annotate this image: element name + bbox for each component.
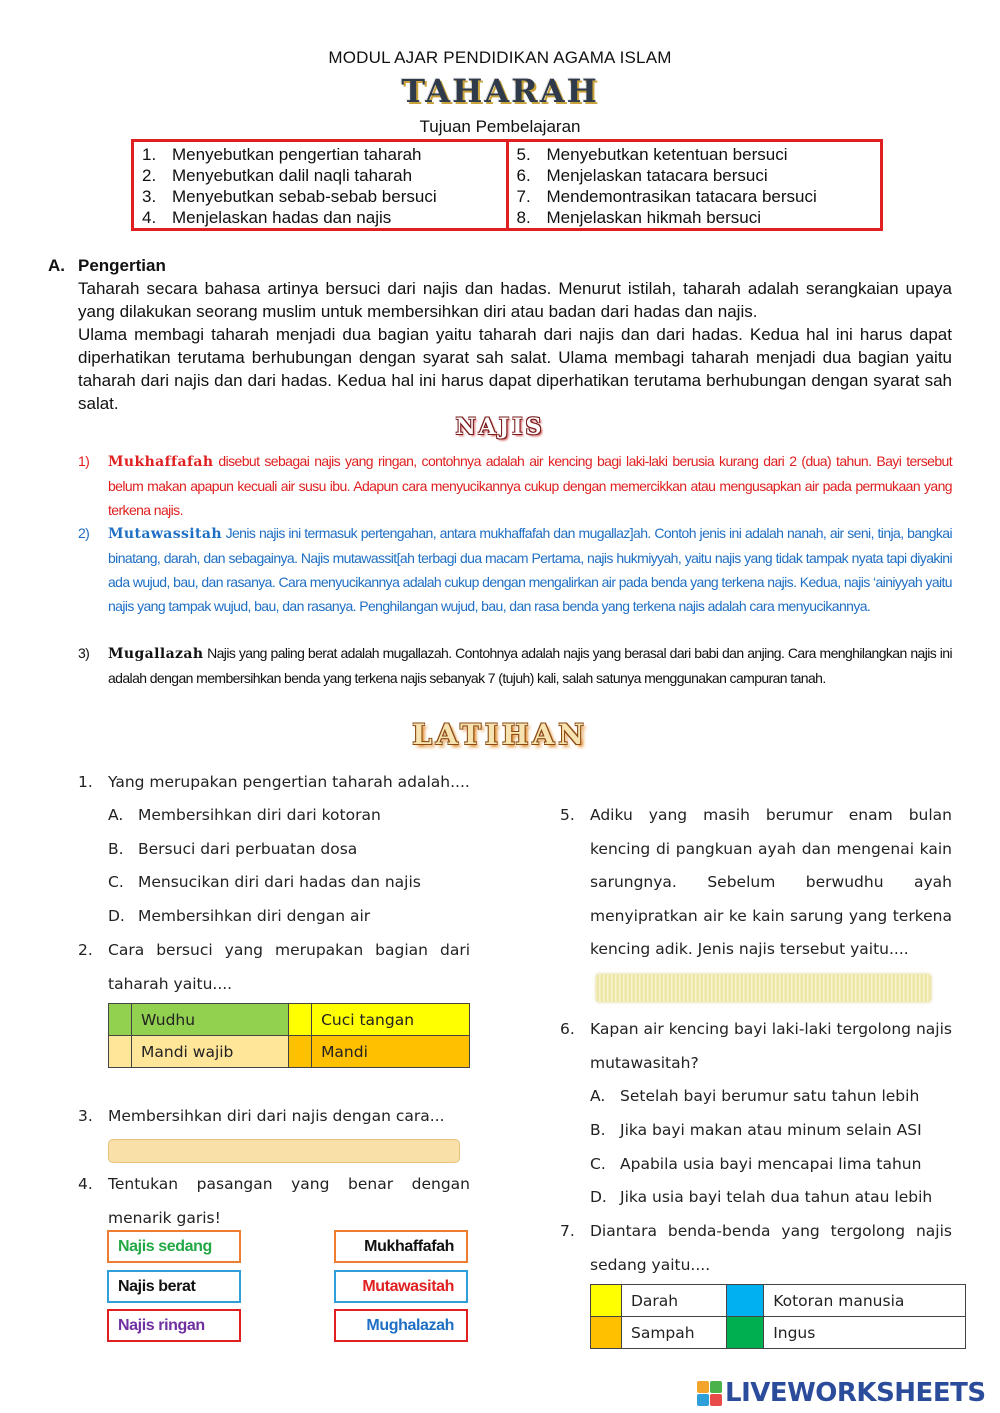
q2-choice-table: [108, 1003, 470, 1068]
q7-choice-ingus[interactable]: Ingus: [764, 1317, 966, 1349]
objective-item: 8. Menjelaskan hikmah bersuci: [516, 208, 761, 227]
objective-item: 2. Menyebutkan dalil naqli taharah: [142, 166, 413, 185]
q2-swatch: [109, 1036, 132, 1068]
question-1: 1. Yang merupakan pengertian taharah adalah....: [78, 773, 470, 791]
q2-choice-wudhu[interactable]: Wudhu: [132, 1004, 289, 1036]
objective-item: 3. Menyebutkan sebab-sebab bersuci: [142, 187, 437, 206]
najis-item-mugallazah: 3) Mugallazah Najis yang paling berat adalah mugallazah. Contohnya adalah najis yang berasal dari babi dan anjing. Cara menghilangkan najis ini adalah dengan membersihkan benda yang terkena najis sebanyak 7 (tujuh) kali, salah satunya menggunakan campuran tanah.: [78, 645, 952, 686]
q7-swatch: [591, 1317, 622, 1349]
question-2: 2. Cara bersuci yang merupakan bagian dari taharah yaitu....: [78, 941, 470, 993]
classification-paragraph: Ulama membagi taharah menjadi dua bagian yaitu taharah dari najis dan dari hadas. Kedua hal ini harus dapat diperhatikan terutama berhubungan dengan syarat sah salat. Ulama membagi taharah menjadi dua bagian yaitu taharah dari najis dan dari hadas. Kedua hal ini harus dapat diperhatikan terutama berhubungan dengan syarat sah salat.: [78, 325, 952, 413]
logo-mark-icon: [697, 1381, 722, 1406]
q1-option-d[interactable]: D. Membersihkan diri dengan air: [108, 907, 371, 925]
q1-option-c[interactable]: C. Mensucikan diri dari hadas dan najis: [108, 873, 421, 891]
q6-option-b[interactable]: B. Jika bayi makan atau minum selain ASI: [590, 1121, 922, 1139]
q2-choice-mandi[interactable]: Mandi: [312, 1036, 470, 1068]
match-left-najis-berat[interactable]: Najis berat: [107, 1270, 241, 1303]
question-6: 6. Kapan air kencing bayi laki-laki tergolong najis mutawasitah?: [560, 1020, 952, 1072]
q7-swatch: [727, 1285, 764, 1317]
q2-choice-mandi-wajib[interactable]: Mandi wajib: [132, 1036, 289, 1068]
objectives-column-right: [506, 142, 881, 228]
objectives-column-left: [134, 142, 506, 228]
q7-choice-table: [590, 1284, 966, 1349]
match-left-najis-sedang[interactable]: Najis sedang: [107, 1230, 241, 1263]
match-right-mukhaffafah[interactable]: Mukhaffafah: [334, 1230, 468, 1263]
question-7: 7. Diantara benda-benda yang tergolong najis sedang yaitu....: [560, 1222, 952, 1274]
najis-item-mutawassitah: 2) Mutawassitah Jenis najis ini termasuk pertengahan, antara mukhaffafah dan mugallaz]ah. Contoh jenis ini adalah nanah, air seni, tinja, bangkai binatang, darah, dan sebagainya. Najis mutawassit[ah terbagi dua macam Pertama, najis hukmiyyah, yaitu najis yang tidak tampak nyata tapi diyakini ada wujud, bau, dan rasanya. Cara menyucikannya adalah cukup dengan mengalirkan air pada benda yang terkena najis. Kedua, najis ‘ainiyyah yaitu najis yang tampak wujud, bau, dan rasanya. Penghilangan wujud, bau, dan rasa benda yang terkena najis adalah cara menyucikannya.: [78, 525, 952, 614]
q2-swatch: [109, 1004, 132, 1036]
objective-item: 6. Menjelaskan tatacara bersuci: [516, 166, 768, 185]
najis-item-mukhaffafah: 1) Mukhaffafah disebut sebagai najis yang ringan, contohnya adalah air kencing bagi laki-laki berusia kurang dari 2 (dua) tahun. Bayi tersebut belum makan apapun kecuali air susu ibu. Adapun cara menyucikannya cukup dengan memercikkan atau mengusapkan air pada permukaan yang terkena najis.: [78, 453, 952, 518]
q7-choice-kotoran-manusia[interactable]: Kotoran manusia: [764, 1285, 966, 1317]
objective-item: 5. Menyebutkan ketentuan bersuci: [516, 145, 788, 164]
definition-paragraph: Taharah secara bahasa artinya bersuci dari najis dan hadas. Menurut istilah, taharah adalah serangkaian upaya yang dilakukan seorang muslim untuk membersihkan diri atau badan dari hadas dan najis.: [78, 279, 952, 321]
q2-swatch: [289, 1036, 312, 1068]
objective-item: 4. Menjelaskan hadas dan najis: [142, 208, 392, 227]
question-5: 5. Adiku yang masih berumur enam bulan kencing di pangkuan ayah dan mengenai kain sarungnya. Sebelum berwudhu ayah menyipratkan air ke kain sarung yang terkena kencing adik. Jenis najis tersebut yaitu....: [560, 806, 952, 958]
objectives-box: [131, 139, 883, 231]
match-left-najis-ringan[interactable]: Najis ringan: [107, 1309, 241, 1342]
match-right-mughalazah[interactable]: Mughalazah: [334, 1309, 468, 1342]
q1-option-b[interactable]: B. Bersuci dari perbuatan dosa: [108, 840, 358, 858]
objective-item: 7. Mendemontrasikan tatacara bersuci: [516, 187, 817, 206]
question-4: 4. Tentukan pasangan yang benar dengan menarik garis!: [78, 1175, 470, 1227]
exercise-title: LATIHAN: [412, 718, 588, 751]
najis-title: NAJIS: [455, 414, 545, 440]
q2-choice-cuci-tangan[interactable]: Cuci tangan: [312, 1004, 470, 1036]
page-title: TAHARAH: [401, 72, 599, 110]
q7-choice-darah[interactable]: Darah: [622, 1285, 727, 1317]
q6-option-d[interactable]: D. Jika usia bayi telah dua tahun atau lebih: [590, 1188, 933, 1206]
section-heading: A. Pengertian: [48, 256, 166, 275]
q7-swatch: [591, 1285, 622, 1317]
q7-swatch: [727, 1317, 764, 1349]
objective-item: 1. Menyebutkan pengertian taharah: [142, 145, 422, 164]
q7-choice-sampah[interactable]: Sampah: [622, 1317, 727, 1349]
q3-answer-input[interactable]: [108, 1139, 460, 1163]
q2-swatch: [289, 1004, 312, 1036]
objectives-label: Tujuan Pembelajaran: [419, 117, 581, 136]
module-title: MODUL AJAR PENDIDIKAN AGAMA ISLAM: [328, 48, 672, 67]
match-right-mutawasitah[interactable]: Mutawasitah: [334, 1270, 468, 1303]
q1-option-a[interactable]: A. Membersihkan diri dari kotoran: [108, 806, 381, 824]
q6-option-a[interactable]: A. Setelah bayi berumur satu tahun lebih: [590, 1087, 920, 1105]
q5-answer-input[interactable]: [596, 974, 931, 1002]
q6-option-c[interactable]: C. Apabila usia bayi mencapai lima tahun: [590, 1155, 922, 1173]
question-3: 3. Membersihkan diri dari najis dengan cara...: [78, 1107, 445, 1125]
liveworksheets-logo: LIVEWORKSHEETS: [697, 1378, 986, 1408]
